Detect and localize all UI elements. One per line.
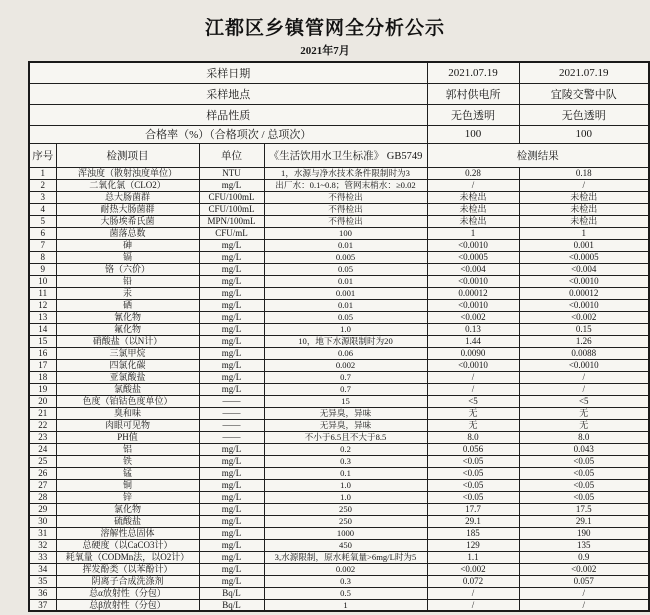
standard-limit-cell: 0.01 bbox=[264, 239, 427, 251]
result-site2-cell: <0.05 bbox=[519, 479, 649, 491]
meta-value-site2: 100 bbox=[519, 125, 649, 143]
table-row bbox=[29, 515, 649, 527]
standard-limit-cell: 0.005 bbox=[264, 251, 427, 263]
table-row bbox=[29, 263, 649, 275]
item-name-cell: 铝 bbox=[56, 443, 199, 455]
table-row bbox=[29, 239, 649, 251]
result-site2-cell: 190 bbox=[519, 527, 649, 539]
report-month: 2021年7月 bbox=[300, 45, 350, 57]
standard-limit-cell: 0.01 bbox=[264, 275, 427, 287]
standard-limit-cell: 0.7 bbox=[264, 383, 427, 395]
result-site1-cell: 未检出 bbox=[427, 203, 519, 215]
item-name-cell: 挥发酚类（以苯酚计） bbox=[56, 563, 199, 575]
item-name-cell: 耐热大肠菌群 bbox=[56, 203, 199, 215]
table-row bbox=[29, 383, 649, 395]
row-index-cell: 14 bbox=[29, 323, 56, 335]
table-row bbox=[29, 227, 649, 239]
result-site2-cell: 17.5 bbox=[519, 503, 649, 515]
standard-limit-cell: 不得检出 bbox=[264, 203, 427, 215]
unit-cell: mg/L bbox=[199, 539, 264, 551]
standard-limit-cell: 3,水源限制，原水耗氧量>6mg/L时为5 bbox=[264, 551, 427, 563]
result-site1-cell: 0.056 bbox=[427, 443, 519, 455]
table-row bbox=[29, 563, 649, 575]
table-row bbox=[29, 215, 649, 227]
col-header-unit: 单位 bbox=[199, 143, 264, 167]
table-row bbox=[29, 251, 649, 263]
result-site1-cell: <0.0010 bbox=[427, 275, 519, 287]
standard-limit-cell: 0.05 bbox=[264, 263, 427, 275]
item-name-cell: 臭和味 bbox=[56, 407, 199, 419]
meta-row bbox=[29, 83, 649, 104]
result-site1-cell: 0.00012 bbox=[427, 287, 519, 299]
meta-value-site2: 宜陵交警中队 bbox=[519, 83, 649, 104]
unit-cell: CFU/100mL bbox=[199, 191, 264, 203]
item-name-cell: 浑浊度（散射浊度单位） bbox=[56, 167, 199, 179]
column-header-row bbox=[29, 143, 649, 167]
row-index-cell: 21 bbox=[29, 407, 56, 419]
table-row bbox=[29, 191, 649, 203]
table-row bbox=[29, 599, 649, 611]
unit-cell: —— bbox=[199, 407, 264, 419]
result-site2-cell: / bbox=[519, 599, 649, 611]
result-site2-cell: 无 bbox=[519, 419, 649, 431]
unit-cell: mg/L bbox=[199, 383, 264, 395]
standard-limit-cell: 出厂水：0.1~0.8；管网末梢水：≥0.02 bbox=[264, 179, 427, 191]
data-section bbox=[29, 167, 649, 611]
table-row bbox=[29, 503, 649, 515]
row-index-cell: 30 bbox=[29, 515, 56, 527]
standard-limit-cell: 1.0 bbox=[264, 323, 427, 335]
standard-limit-cell: 0.01 bbox=[264, 299, 427, 311]
meta-label: 采样地点 bbox=[29, 83, 427, 104]
row-index-cell: 3 bbox=[29, 191, 56, 203]
row-index-cell: 8 bbox=[29, 251, 56, 263]
row-index-cell: 17 bbox=[29, 359, 56, 371]
table-row bbox=[29, 299, 649, 311]
result-site1-cell: 无 bbox=[427, 407, 519, 419]
result-site2-cell: <5 bbox=[519, 395, 649, 407]
row-index-cell: 26 bbox=[29, 467, 56, 479]
unit-cell: mg/L bbox=[199, 275, 264, 287]
table-row bbox=[29, 335, 649, 347]
standard-limit-cell: 0.002 bbox=[264, 359, 427, 371]
row-index-cell: 23 bbox=[29, 431, 56, 443]
result-site1-cell: <0.05 bbox=[427, 455, 519, 467]
row-index-cell: 11 bbox=[29, 287, 56, 299]
result-site2-cell: 0.057 bbox=[519, 575, 649, 587]
result-site1-cell: / bbox=[427, 179, 519, 191]
meta-row bbox=[29, 104, 649, 125]
item-name-cell: 总硬度（以CaCO3计） bbox=[56, 539, 199, 551]
result-site1-cell: <0.05 bbox=[427, 467, 519, 479]
item-name-cell: 亚氯酸盐 bbox=[56, 371, 199, 383]
item-name-cell: 肉眼可见物 bbox=[56, 419, 199, 431]
unit-cell: mg/L bbox=[199, 251, 264, 263]
unit-cell: —— bbox=[199, 419, 264, 431]
item-name-cell: 锰 bbox=[56, 467, 199, 479]
item-name-cell: 氯酸盐 bbox=[56, 383, 199, 395]
item-name-cell: 溶解性总固体 bbox=[56, 527, 199, 539]
col-header-standard: 《生活饮用水卫生标准》 GB5749 bbox=[264, 143, 427, 167]
row-index-cell: 2 bbox=[29, 179, 56, 191]
unit-cell: mg/L bbox=[199, 359, 264, 371]
result-site2-cell: <0.0010 bbox=[519, 299, 649, 311]
result-site1-cell: 0.13 bbox=[427, 323, 519, 335]
standard-limit-cell: 不得检出 bbox=[264, 191, 427, 203]
result-site2-cell: 未检出 bbox=[519, 215, 649, 227]
standard-limit-cell: 1.0 bbox=[264, 491, 427, 503]
unit-cell: mg/L bbox=[199, 347, 264, 359]
result-site1-cell: <0.0010 bbox=[427, 359, 519, 371]
table-row bbox=[29, 371, 649, 383]
row-index-cell: 33 bbox=[29, 551, 56, 563]
row-index-cell: 37 bbox=[29, 599, 56, 611]
row-index-cell: 25 bbox=[29, 455, 56, 467]
result-site1-cell: <0.004 bbox=[427, 263, 519, 275]
item-name-cell: 铬（六价） bbox=[56, 263, 199, 275]
item-name-cell: 氰化物 bbox=[56, 311, 199, 323]
row-index-cell: 22 bbox=[29, 419, 56, 431]
col-header-result: 检测结果 bbox=[427, 143, 649, 167]
result-site2-cell: 0.18 bbox=[519, 167, 649, 179]
row-index-cell: 18 bbox=[29, 371, 56, 383]
result-site2-cell: 1 bbox=[519, 227, 649, 239]
standard-limit-cell: 0.3 bbox=[264, 575, 427, 587]
table-row bbox=[29, 479, 649, 491]
table-row bbox=[29, 467, 649, 479]
meta-row bbox=[29, 62, 649, 83]
item-name-cell: 锌 bbox=[56, 491, 199, 503]
item-name-cell: 硝酸盐（以N计） bbox=[56, 335, 199, 347]
row-index-cell: 24 bbox=[29, 443, 56, 455]
unit-cell: mg/L bbox=[199, 563, 264, 575]
row-index-cell: 6 bbox=[29, 227, 56, 239]
item-name-cell: 菌落总数 bbox=[56, 227, 199, 239]
meta-value-site1: 100 bbox=[427, 125, 519, 143]
result-site1-cell: <0.002 bbox=[427, 311, 519, 323]
standard-limit-cell: 1，水源与净水技术条件限制时为3 bbox=[264, 167, 427, 179]
standard-limit-cell: 1 bbox=[264, 599, 427, 611]
unit-cell: mg/L bbox=[199, 287, 264, 299]
row-index-cell: 35 bbox=[29, 575, 56, 587]
item-name-cell: 阴离子合成洗涤剂 bbox=[56, 575, 199, 587]
table-row bbox=[29, 359, 649, 371]
result-site2-cell: 未检出 bbox=[519, 191, 649, 203]
meta-row bbox=[29, 125, 649, 143]
row-index-cell: 4 bbox=[29, 203, 56, 215]
result-site1-cell: 29.1 bbox=[427, 515, 519, 527]
meta-value-site1: 2021.07.19 bbox=[427, 62, 519, 83]
unit-cell: —— bbox=[199, 431, 264, 443]
standard-limit-cell: 不小于6.5且不大于8.5 bbox=[264, 431, 427, 443]
row-index-cell: 5 bbox=[29, 215, 56, 227]
unit-cell: mg/L bbox=[199, 503, 264, 515]
result-site2-cell: <0.0010 bbox=[519, 275, 649, 287]
standard-limit-cell: 0.2 bbox=[264, 443, 427, 455]
table-row bbox=[29, 491, 649, 503]
unit-cell: mg/L bbox=[199, 479, 264, 491]
meta-value-site1: 郭村供电所 bbox=[427, 83, 519, 104]
item-name-cell: 砷 bbox=[56, 239, 199, 251]
result-site1-cell: 17.7 bbox=[427, 503, 519, 515]
result-site1-cell: 无 bbox=[427, 419, 519, 431]
row-index-cell: 28 bbox=[29, 491, 56, 503]
row-index-cell: 12 bbox=[29, 299, 56, 311]
unit-cell: mg/L bbox=[199, 575, 264, 587]
result-site2-cell: <0.05 bbox=[519, 455, 649, 467]
result-site1-cell: 0.0090 bbox=[427, 347, 519, 359]
analysis-table bbox=[28, 61, 650, 612]
result-site2-cell: 0.15 bbox=[519, 323, 649, 335]
item-name-cell: 总大肠菌群 bbox=[56, 191, 199, 203]
item-name-cell: 镉 bbox=[56, 251, 199, 263]
unit-cell: mg/L bbox=[199, 371, 264, 383]
row-index-cell: 31 bbox=[29, 527, 56, 539]
unit-cell: Bq/L bbox=[199, 599, 264, 611]
col-header-item: 检测项目 bbox=[56, 143, 199, 167]
result-site1-cell: <0.05 bbox=[427, 491, 519, 503]
column-header-section bbox=[29, 143, 649, 167]
result-site2-cell: 0.0088 bbox=[519, 347, 649, 359]
item-name-cell: 铅 bbox=[56, 275, 199, 287]
row-index-cell: 20 bbox=[29, 395, 56, 407]
item-name-cell: 硒 bbox=[56, 299, 199, 311]
unit-cell: mg/L bbox=[199, 491, 264, 503]
result-site2-cell: 8.0 bbox=[519, 431, 649, 443]
standard-limit-cell: 0.05 bbox=[264, 311, 427, 323]
standard-limit-cell: 0.3 bbox=[264, 455, 427, 467]
row-index-cell: 16 bbox=[29, 347, 56, 359]
table-row bbox=[29, 539, 649, 551]
standard-limit-cell: 0.5 bbox=[264, 587, 427, 599]
page-title: 江都区乡镇管网全分析公示 bbox=[204, 18, 445, 39]
item-name-cell: 三氯甲烷 bbox=[56, 347, 199, 359]
result-site2-cell: <0.004 bbox=[519, 263, 649, 275]
result-site1-cell: <0.05 bbox=[427, 479, 519, 491]
result-site1-cell: <0.0010 bbox=[427, 299, 519, 311]
result-site2-cell: <0.0005 bbox=[519, 251, 649, 263]
result-site2-cell: / bbox=[519, 371, 649, 383]
unit-cell: mg/L bbox=[199, 515, 264, 527]
result-site2-cell: <0.05 bbox=[519, 491, 649, 503]
standard-limit-cell: 100 bbox=[264, 227, 427, 239]
meta-value-site1: 无色透明 bbox=[427, 104, 519, 125]
unit-cell: mg/L bbox=[199, 179, 264, 191]
result-site1-cell: 129 bbox=[427, 539, 519, 551]
result-site2-cell: 无 bbox=[519, 407, 649, 419]
table-row bbox=[29, 443, 649, 455]
result-site2-cell: 0.001 bbox=[519, 239, 649, 251]
result-site1-cell: / bbox=[427, 383, 519, 395]
standard-limit-cell: 15 bbox=[264, 395, 427, 407]
unit-cell: mg/L bbox=[199, 323, 264, 335]
result-site1-cell: <0.0010 bbox=[427, 239, 519, 251]
result-site2-cell: <0.002 bbox=[519, 311, 649, 323]
item-name-cell: 耗氧量（CODMn法，以O2计） bbox=[56, 551, 199, 563]
item-name-cell: 总β放射性（分包） bbox=[56, 599, 199, 611]
row-index-cell: 7 bbox=[29, 239, 56, 251]
row-index-cell: 15 bbox=[29, 335, 56, 347]
result-site2-cell: <0.05 bbox=[519, 467, 649, 479]
row-index-cell: 34 bbox=[29, 563, 56, 575]
result-site2-cell: 1.26 bbox=[519, 335, 649, 347]
item-name-cell: 铁 bbox=[56, 455, 199, 467]
standard-limit-cell: 无异臭，异味 bbox=[264, 419, 427, 431]
unit-cell: —— bbox=[199, 395, 264, 407]
result-site1-cell: <5 bbox=[427, 395, 519, 407]
row-index-cell: 36 bbox=[29, 587, 56, 599]
table-row bbox=[29, 203, 649, 215]
standard-limit-cell: 250 bbox=[264, 515, 427, 527]
result-site2-cell: <0.0010 bbox=[519, 359, 649, 371]
item-name-cell: 二氧化氯（CLO2） bbox=[56, 179, 199, 191]
standard-limit-cell: 450 bbox=[264, 539, 427, 551]
table-row bbox=[29, 179, 649, 191]
unit-cell: mg/L bbox=[199, 467, 264, 479]
unit-cell: mg/L bbox=[199, 311, 264, 323]
result-site1-cell: <0.002 bbox=[427, 563, 519, 575]
unit-cell: mg/L bbox=[199, 239, 264, 251]
result-site1-cell: <0.0005 bbox=[427, 251, 519, 263]
meta-label: 样品性质 bbox=[29, 104, 427, 125]
result-site2-cell: 135 bbox=[519, 539, 649, 551]
result-site2-cell: 29.1 bbox=[519, 515, 649, 527]
unit-cell: mg/L bbox=[199, 527, 264, 539]
unit-cell: Bq/L bbox=[199, 587, 264, 599]
item-name-cell: 氯化物 bbox=[56, 503, 199, 515]
standard-limit-cell: 0.002 bbox=[264, 563, 427, 575]
standard-limit-cell: 0.001 bbox=[264, 287, 427, 299]
item-name-cell: 汞 bbox=[56, 287, 199, 299]
meta-value-site2: 2021.07.19 bbox=[519, 62, 649, 83]
table-row bbox=[29, 587, 649, 599]
meta-label: 采样日期 bbox=[29, 62, 427, 83]
unit-cell: CFU/mL bbox=[199, 227, 264, 239]
row-index-cell: 9 bbox=[29, 263, 56, 275]
standard-limit-cell: 不得检出 bbox=[264, 215, 427, 227]
row-index-cell: 10 bbox=[29, 275, 56, 287]
table-row bbox=[29, 431, 649, 443]
table-row bbox=[29, 167, 649, 179]
item-name-cell: 四氯化碳 bbox=[56, 359, 199, 371]
meta-value-site2: 无色透明 bbox=[519, 104, 649, 125]
standard-limit-cell: 250 bbox=[264, 503, 427, 515]
unit-cell: mg/L bbox=[199, 335, 264, 347]
standard-limit-cell: 无异臭，异味 bbox=[264, 407, 427, 419]
table-row bbox=[29, 323, 649, 335]
result-site2-cell: / bbox=[519, 179, 649, 191]
row-index-cell: 13 bbox=[29, 311, 56, 323]
standard-limit-cell: 0.1 bbox=[264, 467, 427, 479]
result-site2-cell: <0.002 bbox=[519, 563, 649, 575]
result-site1-cell: 未检出 bbox=[427, 191, 519, 203]
standard-limit-cell: 0.06 bbox=[264, 347, 427, 359]
row-index-cell: 19 bbox=[29, 383, 56, 395]
item-name-cell: 总α放射性（分包） bbox=[56, 587, 199, 599]
row-index-cell: 1 bbox=[29, 167, 56, 179]
unit-cell: NTU bbox=[199, 167, 264, 179]
item-name-cell: PH值 bbox=[56, 431, 199, 443]
unit-cell: MPN/100mL bbox=[199, 215, 264, 227]
row-index-cell: 32 bbox=[29, 539, 56, 551]
row-index-cell: 29 bbox=[29, 503, 56, 515]
standard-limit-cell: 10，地下水源限制时为20 bbox=[264, 335, 427, 347]
unit-cell: mg/L bbox=[199, 299, 264, 311]
result-site2-cell: 0.9 bbox=[519, 551, 649, 563]
result-site2-cell: 0.043 bbox=[519, 443, 649, 455]
result-site1-cell: 1.44 bbox=[427, 335, 519, 347]
result-site2-cell: / bbox=[519, 587, 649, 599]
unit-cell: mg/L bbox=[199, 551, 264, 563]
item-name-cell: 硫酸盐 bbox=[56, 515, 199, 527]
unit-cell: mg/L bbox=[199, 263, 264, 275]
standard-limit-cell: 1.0 bbox=[264, 479, 427, 491]
result-site1-cell: 185 bbox=[427, 527, 519, 539]
result-site1-cell: 0.28 bbox=[427, 167, 519, 179]
item-name-cell: 氟化物 bbox=[56, 323, 199, 335]
table-row bbox=[29, 419, 649, 431]
unit-cell: mg/L bbox=[199, 455, 264, 467]
result-site1-cell: 1 bbox=[427, 227, 519, 239]
table-row bbox=[29, 311, 649, 323]
table-row bbox=[29, 551, 649, 563]
result-site1-cell: 0.072 bbox=[427, 575, 519, 587]
result-site2-cell: 未检出 bbox=[519, 203, 649, 215]
meta-section bbox=[29, 62, 649, 143]
table-row bbox=[29, 395, 649, 407]
standard-limit-cell: 1000 bbox=[264, 527, 427, 539]
unit-cell: CFU/100mL bbox=[199, 203, 264, 215]
result-site1-cell: 8.0 bbox=[427, 431, 519, 443]
result-site1-cell: / bbox=[427, 587, 519, 599]
standard-limit-cell: 0.7 bbox=[264, 371, 427, 383]
row-index-cell: 27 bbox=[29, 479, 56, 491]
table-row bbox=[29, 275, 649, 287]
result-site2-cell: 0.00012 bbox=[519, 287, 649, 299]
result-site1-cell: / bbox=[427, 371, 519, 383]
item-name-cell: 铜 bbox=[56, 479, 199, 491]
unit-cell: mg/L bbox=[199, 443, 264, 455]
result-site1-cell: / bbox=[427, 599, 519, 611]
table-row bbox=[29, 455, 649, 467]
col-header-index: 序号 bbox=[29, 143, 56, 167]
meta-label: 合格率（%）（合格项次 / 总项次） bbox=[29, 125, 427, 143]
item-name-cell: 色度（铂钴色度单位） bbox=[56, 395, 199, 407]
table-row bbox=[29, 407, 649, 419]
result-site1-cell: 未检出 bbox=[427, 215, 519, 227]
table-row bbox=[29, 527, 649, 539]
table-row bbox=[29, 287, 649, 299]
result-site1-cell: 1.1 bbox=[427, 551, 519, 563]
table-row bbox=[29, 575, 649, 587]
item-name-cell: 大肠埃希氏菌 bbox=[56, 215, 199, 227]
table-row bbox=[29, 347, 649, 359]
result-site2-cell: / bbox=[519, 383, 649, 395]
